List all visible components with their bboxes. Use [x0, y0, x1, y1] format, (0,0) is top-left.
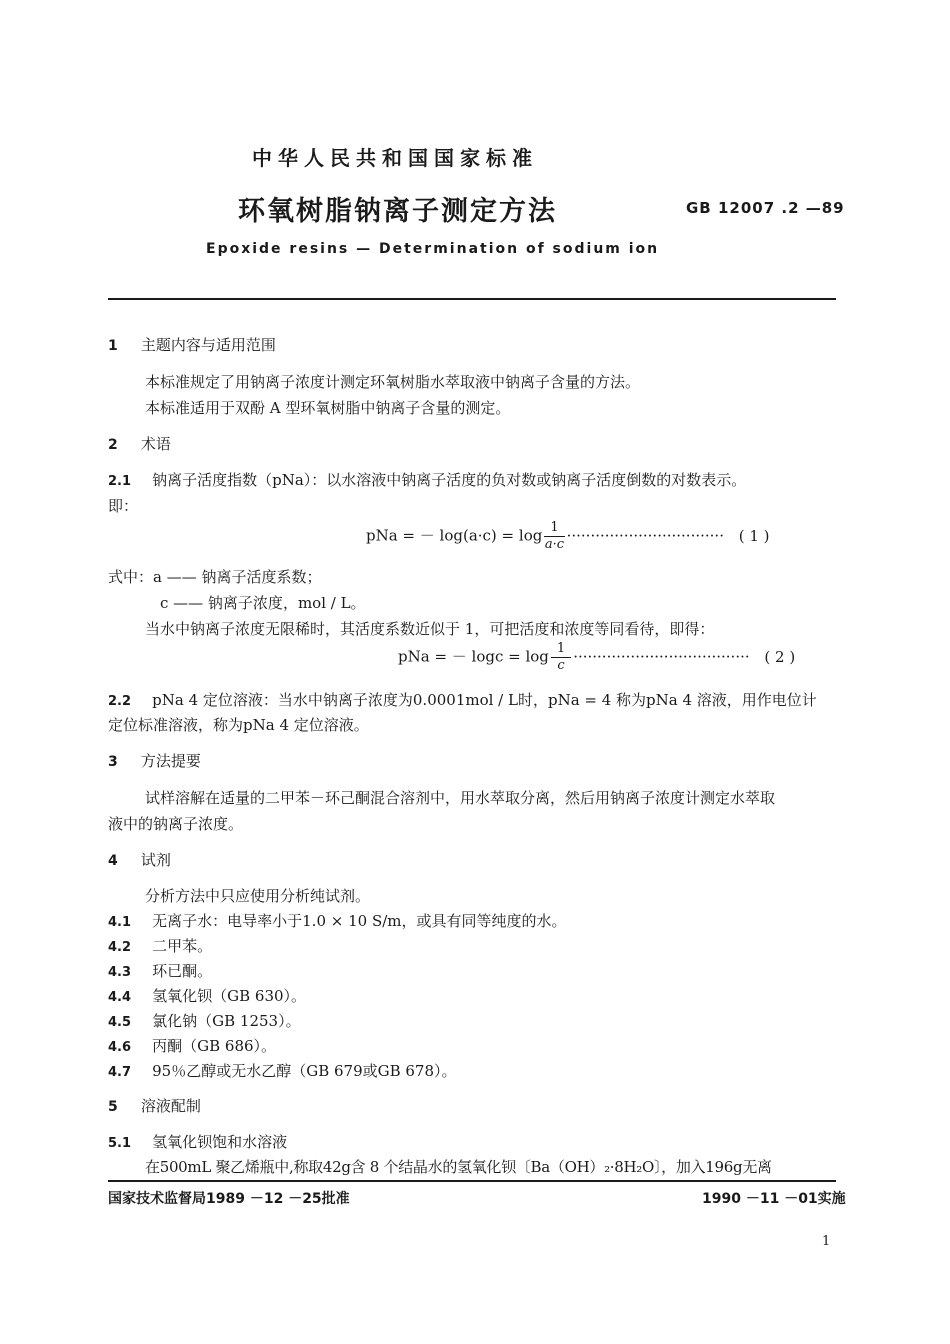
clause-5-1: [108, 1131, 287, 1152]
section-4-heading: [108, 849, 171, 870]
item-number: 4.5: [108, 1015, 132, 1030]
list-item: [108, 1010, 301, 1031]
s1-paragraph-1: 本标准规定了用钠离子浓度计测定环氧树脂水萃取液中钠离子含量的方法。: [145, 373, 641, 391]
s3-line-1: 试样溶解在适量的二甲苯－环己酮混合溶剂中，用水萃取分离，然后用钠离子浓度计测定水萃取: [145, 789, 776, 807]
s4-intro: 分析方法中只应使用分析纯试剂。: [145, 887, 371, 905]
section-number: 3: [108, 754, 118, 770]
where-a: a —— 钠离子活度系数；: [153, 568, 322, 586]
section-number: 5: [108, 1099, 118, 1115]
list-item: [108, 960, 212, 981]
equation-2: [398, 641, 795, 674]
section-number: 1: [108, 338, 118, 354]
page-number: 1: [822, 1234, 831, 1249]
clause-2-2: [108, 689, 817, 710]
equation-1-leader: ·································: [566, 526, 724, 545]
section-title: 术语: [140, 435, 171, 453]
section-2-heading: [108, 433, 171, 454]
english-title: Epoxide resins — Determination of sodium ion: [206, 241, 660, 257]
equation-2-leader: ·····································: [573, 647, 750, 666]
fraction-denominator: c: [557, 658, 565, 673]
where-c: c —— 钠离子浓度，mol / L。: [160, 594, 366, 612]
list-item: [108, 1035, 276, 1056]
list-item: [108, 985, 306, 1006]
where-block: [108, 566, 322, 587]
equation-1: [366, 520, 770, 553]
clause-title: 氢氧化钡饱和水溶液: [152, 1133, 288, 1151]
clause-2-2-continuation: 定位标准溶液，称为pNa 4 定位溶液。: [108, 716, 369, 734]
s3-line-2: 液中的钠离子浓度。: [108, 815, 244, 833]
equation-1-label: ( 1 ): [738, 526, 770, 545]
item-text: 环已酮。: [152, 962, 213, 980]
item-text: 二甲苯。: [152, 937, 213, 955]
item-number: 4.3: [108, 965, 132, 980]
section-title: 主题内容与适用范围: [140, 336, 276, 354]
standard-name: 中华人民共和国国家标准: [252, 146, 538, 170]
item-number: 4.4: [108, 990, 132, 1005]
footer-rule: [108, 1180, 836, 1182]
fraction-numerator: 1: [551, 641, 571, 658]
item-number: 4.2: [108, 940, 132, 955]
clause-text: pNa 4 定位溶液：当水中钠离子浓度为0.0001mol / L时，pNa = 4 称为pNa 4 溶液，用作电位计: [152, 691, 817, 709]
item-text: 无离子水：电导率小于1.0 × 10 S/m，或具有同等纯度的水。: [152, 912, 567, 930]
header-rule: [108, 298, 836, 300]
where-label: 式中：: [108, 568, 154, 586]
item-text: 95％乙醇或无水乙醇（GB 679或GB 678）。: [152, 1062, 457, 1080]
list-item: [108, 910, 567, 931]
item-text: 丙酮（GB 686）。: [152, 1037, 277, 1055]
list-item: [108, 935, 212, 956]
document-title: 环氧树脂钠离子测定方法: [238, 196, 557, 227]
clause-5-1-text: 在500mL 聚乙烯瓶中,称取42g含 8 个结晶水的氢氧化钡〔Ba（OH）₂·8H₂O〕，加入196g无离: [145, 1158, 772, 1176]
section-title: 试剂: [140, 851, 171, 869]
clause-2-1-continuation: 即：: [108, 497, 139, 515]
item-number: 4.1: [108, 915, 132, 930]
section-5-heading: [108, 1095, 201, 1116]
equation-2-lhs: pNa = － logc = log: [398, 647, 549, 666]
section-number: 2: [108, 437, 118, 453]
item-text: 氯化钠（GB 1253）。: [152, 1012, 301, 1030]
equation-1-fraction: [544, 520, 564, 553]
section-title: 方法提要: [140, 752, 201, 770]
fraction-numerator: 1: [544, 520, 564, 537]
section-1-heading: [108, 334, 276, 355]
clause-number: 2.1: [108, 474, 132, 489]
equation-2-fraction: [551, 641, 571, 674]
list-item: [108, 1060, 457, 1081]
item-number: 4.6: [108, 1040, 132, 1055]
dilute-text: 当水中钠离子浓度无限稀时，其活度系数近似于 1，可把活度和浓度等同看待，即得：: [145, 620, 715, 638]
clause-number: 2.2: [108, 694, 132, 709]
s1-paragraph-2: 本标准适用于双酚 A 型环氧树脂中钠离子含量的测定。: [145, 399, 511, 417]
item-number: 4.7: [108, 1065, 132, 1080]
item-text: 氢氧化钡（GB 630）。: [152, 987, 307, 1005]
section-number: 4: [108, 853, 118, 869]
clause-number: 5.1: [108, 1136, 132, 1151]
equation-2-label: ( 2 ): [764, 647, 796, 666]
standard-code: GB 12007 .2 —89: [686, 199, 845, 217]
approval-date: 国家技术监督局1989 －12 －25批准: [108, 1191, 350, 1207]
fraction-denominator: a·c: [544, 537, 565, 552]
clause-text: 钠离子活度指数（pNa）：以水溶液中钠离子活度的负对数或钠离子活度倒数的对数表示。: [152, 471, 747, 489]
clause-2-1: [108, 469, 746, 490]
implementation-date: 1990 －11 －01实施: [702, 1191, 846, 1207]
section-3-heading: [108, 750, 201, 771]
section-title: 溶液配制: [140, 1097, 201, 1115]
equation-1-lhs: pNa = － log(a·c) = log: [366, 526, 543, 545]
